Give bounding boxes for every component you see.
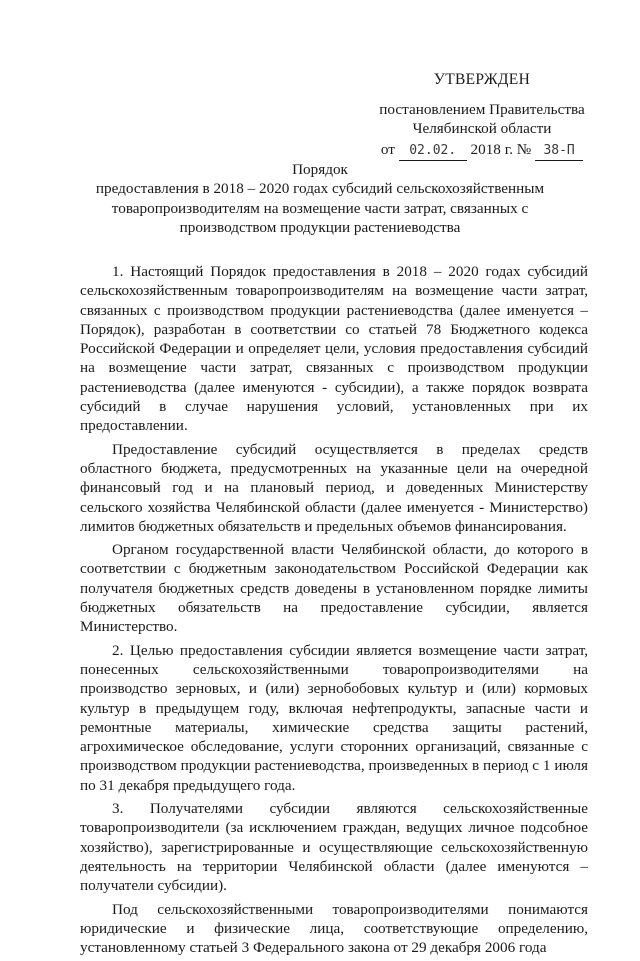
paragraph-6: Под сельскохозяйственными товаропроизводителями понимаются юридические и физические лица, соответствующие определению, установленному статьей 3 Федерального закона от 29 декабря 2006 года (80, 900, 588, 957)
approval-date-line (372, 140, 592, 161)
document-body (80, 262, 588, 961)
approval-number: 38-П (535, 143, 583, 161)
paragraph-3: Органом государственной власти Челябинской области, до которого в соответствии с бюджетным законодательством Российской Федерации как получателя бюджетных средств доведены в установленном порядке лимиты бюджетных обязательств на предоставление субсидии, является Министерство. (80, 541, 588, 636)
approval-year: 2018 г. (470, 141, 513, 159)
document-heading (80, 160, 560, 237)
approval-line-1: постановлением Правительства (379, 100, 585, 118)
paragraph-4: 2. Целью предоставления субсидии является возмещение части затрат, понесенных сельскохозяйственными товаропроизводителями на производство зерновых, и (или) зернобобовых культур и (или) кормовых культур в предыдущем году, включая нефтепродукты, запасные части и ремонтные материалы, химические средства защиты растений, агрохимическое обследование, услуги сторонних организаций, связанные с производством продукции растениеводства, произведенных в период с 1 июля по 31 декабря предыдущего года. (80, 641, 588, 794)
document-title: Порядок (292, 161, 348, 178)
paragraph-2: Предоставление субсидий осуществляется в пределах средств областного бюджета, предусмотренных на указанные цели на очередной финансовый год и на плановый период, и доведенных Министерству сельского хозяйства Челябинской области (далее именуется - Министерство) лимитов бюджетных обязательств и предельных объемов финансирования. (80, 440, 588, 535)
approval-title: УТВЕРЖДЕН (433, 71, 531, 88)
approval-block (372, 70, 592, 161)
approval-line-2: Челябинской области (412, 119, 552, 137)
approval-from-label: от (380, 141, 395, 159)
document-subtitle: предоставления в 2018 – 2020 годах субсидий сельскохозяйственным товаропроизводителям на возмещение части затрат, связанных с производством продукции растениеводства (95, 180, 545, 236)
approval-date: 02.02. (399, 143, 467, 161)
approval-number-sign: № (516, 141, 532, 159)
paragraph-5: 3. Получателями субсидии являются сельскохозяйственные товаропроизводители (за исключением граждан, ведущих личное подсобное хозяйство), зарегистрированные и осуществляющие сельскохозяйственную деятельность на территории Челябинской области (далее именуются – получатели субсидии). (80, 800, 588, 895)
paragraph-1: 1. Настоящий Порядок предоставления в 2018 – 2020 годах субсидий сельскохозяйственным товаропроизводителям на возмещение части затрат, связанных с производством продукции растениеводства (далее именуется – Порядок), разработан в соответствии со статьей 78 Бюджетного кодекса Российской Федерации и определяет цели, условия предоставления субсидий на возмещение части затрат, связанных с производством продукции растениеводства (далее именуются - субсидии), а также порядок возврата субсидий в случае нарушения условий, установленных при их предоставлении. (80, 263, 588, 435)
